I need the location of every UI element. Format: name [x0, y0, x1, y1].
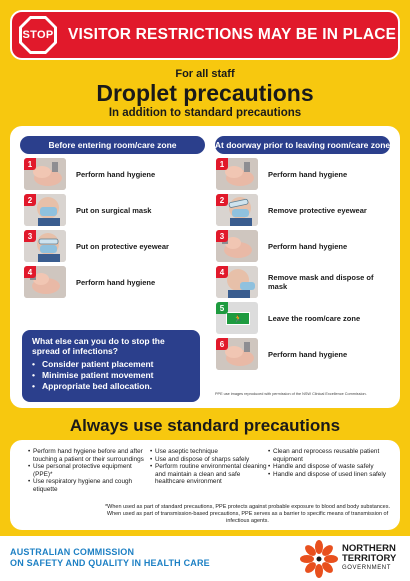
enter-step-1: [24, 158, 155, 190]
audience-label: For all staff: [175, 68, 235, 80]
exit-sign-icon: 🏃: [226, 312, 250, 325]
list-item: • Handle and dispose of waste safely: [268, 463, 393, 471]
list-item: • Handle and dispose of used linen safely: [268, 471, 393, 479]
hand-hygiene-photo: [216, 338, 258, 370]
step-number: 1: [216, 158, 228, 170]
enter-step-3: [24, 230, 169, 262]
list-item: • Use and dispose of sharps safely: [150, 456, 270, 464]
before-entering-heading: Before entering room/care zone: [20, 136, 205, 154]
leave-step-1: [216, 158, 347, 190]
standard-precautions-column-2: [150, 448, 270, 486]
list-item: • Perform routine environmental cleaning and maintain a clean and safe healthcare environment: [150, 463, 270, 486]
list-item: • Consider patient placement: [32, 359, 190, 370]
leave-step-4: [216, 266, 388, 298]
list-item: • Use personal protective equipment (PPE)*: [28, 463, 148, 478]
northern-territory-government-wordmark: [342, 544, 396, 572]
surgical-mask-photo: [24, 194, 66, 226]
step-number: 1: [24, 158, 36, 170]
exit-photo: [216, 302, 258, 334]
what-else-list: [32, 359, 190, 392]
hand-hygiene-photo: [24, 266, 66, 298]
leave-step-6: [216, 338, 347, 370]
ppe-footnote: *When used as part of standard precautions, PPE protects against probable exposure to blood and body substances. When used as part of transmission-based precautions, PPE serves as a barrier to specific means of transmission of infectious agents.: [105, 504, 390, 524]
step-label: Perform hand hygiene: [76, 277, 156, 287]
step-label: Remove protective eyewear: [268, 205, 367, 215]
step-label: Perform hand hygiene: [76, 169, 156, 179]
hand-hygiene-photo: [216, 158, 258, 190]
visitor-restrictions-banner: [10, 10, 400, 60]
list-item: • Perform hand hygiene before and after touching a patient or their surroundings: [28, 448, 148, 463]
standard-precautions-column-1: [28, 448, 148, 494]
step-label: Leave the room/care zone: [268, 313, 361, 323]
page-subtitle: In addition to standard precautions: [108, 107, 302, 119]
list-item: • Use aseptic technique: [150, 448, 270, 456]
what-else-box: [22, 330, 200, 402]
remove-eyewear-photo: [216, 194, 258, 226]
page-title: Droplet precautions: [96, 80, 314, 106]
step-label: Put on protective eyewear: [76, 241, 169, 251]
standard-precautions-title: Always use standard precautions: [69, 416, 341, 435]
list-item: • Minimise patient movement: [32, 370, 190, 381]
commission-name-line-2: ON SAFETY AND QUALITY IN HEALTH CARE: [10, 558, 210, 568]
standard-precautions-box: [10, 440, 400, 530]
leave-step-2: [216, 194, 367, 226]
standard-precautions-column-3: [268, 448, 393, 478]
nt-line-2: TERRITORY: [342, 553, 397, 564]
step-number: 4: [216, 266, 228, 278]
enter-step-4: [24, 266, 155, 298]
step-label: Perform hand hygiene: [268, 169, 348, 179]
hand-hygiene-photo: [216, 230, 258, 262]
banner-title: VISITOR RESTRICTIONS MAY BE IN PLACE: [68, 26, 397, 43]
image-credit: PPE use images reproduced with permission of the NSW Clinical Excellence Commission.: [215, 392, 367, 396]
step-number: 3: [216, 230, 228, 242]
enter-step-2: [24, 194, 151, 226]
commission-logo: [10, 547, 210, 569]
step-number: 2: [24, 194, 36, 206]
step-label: Perform hand hygiene: [268, 241, 348, 251]
remove-mask-photo: [216, 266, 258, 298]
step-number: 6: [216, 338, 228, 350]
leave-step-5: [216, 302, 360, 334]
stop-sign-text: STOP: [22, 29, 54, 41]
list-item: • Appropriate bed allocation.: [32, 381, 190, 392]
header: [0, 68, 410, 119]
what-else-question: What else can you do to stop the spread of infections?: [32, 336, 165, 356]
northern-territory-flower-logo: [300, 540, 338, 578]
leave-step-3: [216, 230, 347, 262]
step-label: Put on surgical mask: [76, 205, 152, 215]
protective-eyewear-photo: [24, 230, 66, 262]
list-item: • Use respiratory hygiene and cough etiquette: [28, 478, 148, 493]
step-number: 3: [24, 230, 36, 242]
step-number: 4: [24, 266, 36, 278]
before-leaving-heading: At doorway prior to leaving room/care zone: [215, 136, 390, 154]
nt-line-1: NORTHERN: [342, 543, 396, 554]
list-item: • Clean and reprocess reusable patient equipment: [268, 448, 393, 463]
step-number: 2: [216, 194, 228, 206]
hand-hygiene-photo: [24, 158, 66, 190]
step-label: Remove mask and dispose of mask: [268, 273, 374, 291]
step-number: 5: [216, 302, 228, 314]
nt-line-3: GOVERNMENT: [342, 565, 392, 571]
commission-name-line-1: AUSTRALIAN COMMISSION: [10, 547, 135, 557]
footer: [0, 536, 410, 581]
stop-sign-icon: [18, 15, 58, 55]
step-label: Perform hand hygiene: [268, 349, 348, 359]
